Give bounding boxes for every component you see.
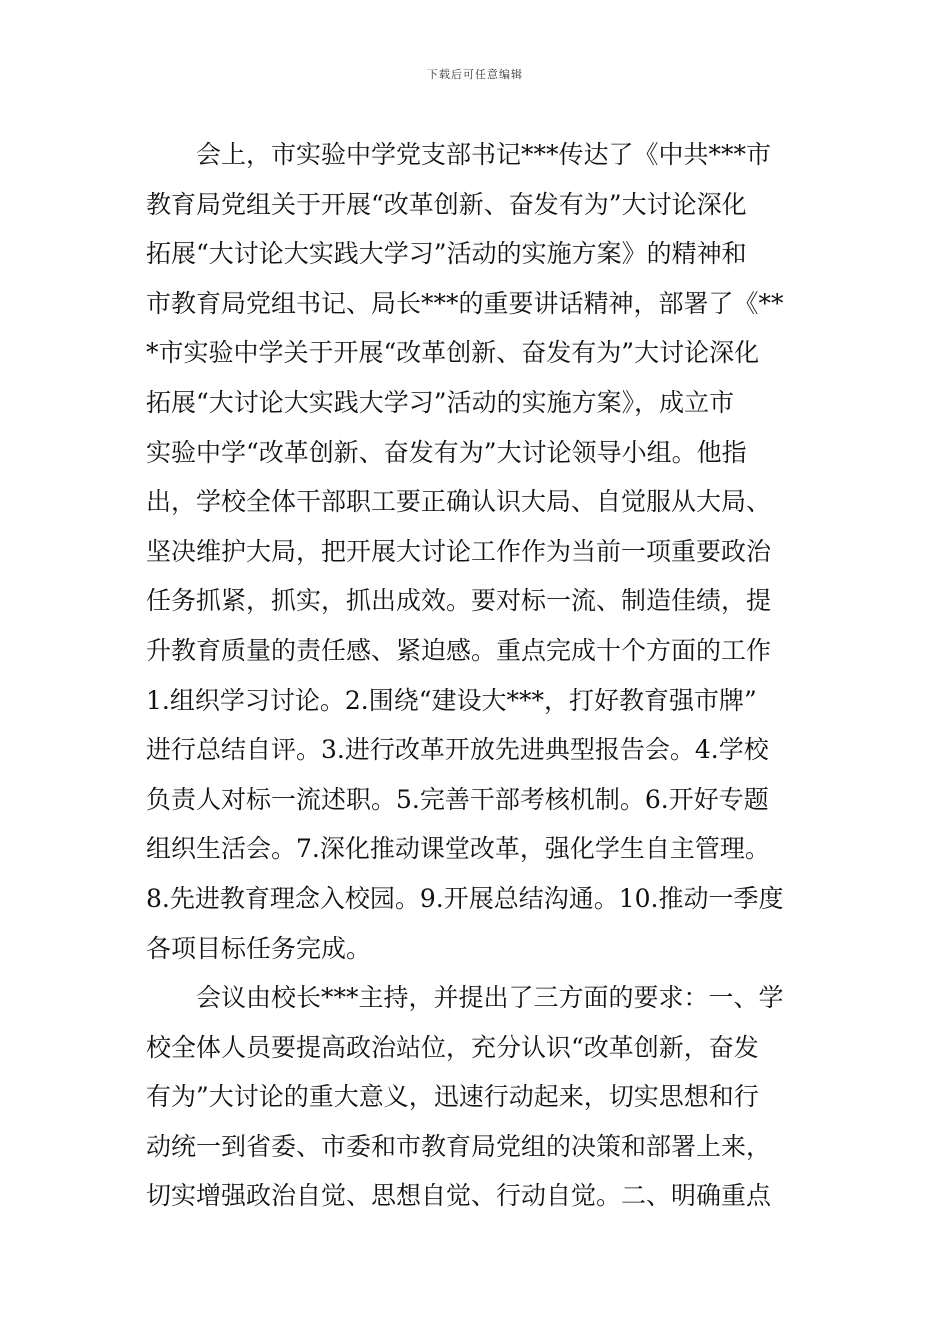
page-header-note: 下载后可任意编辑	[427, 68, 523, 81]
text-line: 实验中学“改革创新、奋发有为”大讨论领导小组。他指	[146, 437, 747, 467]
text-line: 切实增强政治自觉、思想自觉、行动自觉。二、明确重点	[146, 1181, 772, 1211]
text-line: 会上，市实验中学党支部书记***传达了《中共***市	[196, 140, 772, 169]
text-line: 坚决维护大局，把开展大讨论工作作为当前一项重要政治	[146, 536, 772, 566]
text-line: 组织生活会。7.深化推动课堂改革，强化学生自主管理。	[146, 834, 770, 864]
text-line: 有为”大讨论的重大意义，迅速行动起来，切实思想和行	[146, 1082, 759, 1112]
text-line: 8.先进教育理念入校园。9.开展总结沟通。10.推动一季度	[146, 883, 784, 913]
text-line: 各项目标任务完成。	[146, 933, 372, 963]
text-line: 会议由校长***主持，并提出了三方面的要求：一、学	[196, 983, 784, 1013]
text-line: 拓展“大讨论大实践大学习”活动的实施方案》，成立市	[146, 387, 735, 417]
text-line: 动统一到省委、市委和市教育局党组的决策和部署上来，	[146, 1131, 772, 1161]
text-line: 升教育质量的责任感、紧迫感。重点完成十个方面的工作	[146, 635, 772, 665]
text-line: 教育局党组关于开展“改革创新、奋发有为”大讨论深化	[146, 189, 747, 219]
text-line: 进行总结自评。3.进行改革开放先进典型报告会。4.学校	[146, 735, 769, 765]
text-line: 出，学校全体干部职工要正确认识大局、自觉服从大局、	[146, 487, 772, 517]
document-body	[146, 130, 818, 1221]
text-line: 1.组织学习讨论。2.围绕“建设大***，打好教育强市牌”	[146, 685, 757, 715]
text-line: 校全体人员要提高政治站位，充分认识“改革创新，奋发	[146, 1032, 759, 1062]
text-line: *市实验中学关于开展“改革创新、奋发有为”大讨论深化	[146, 338, 760, 368]
text-line: 拓展“大讨论大实践大学习”活动的实施方案》的精神和	[146, 239, 747, 269]
text-line: 任务抓紧，抓实，抓出成效。要对标一流、制造佳绩，提	[146, 586, 772, 616]
text-line: 市教育局党组书记、局长***的重要讲话精神，部署了《**	[146, 288, 784, 318]
text-line: 负责人对标一流述职。5.完善干部考核机制。6.开好专题	[146, 784, 769, 814]
